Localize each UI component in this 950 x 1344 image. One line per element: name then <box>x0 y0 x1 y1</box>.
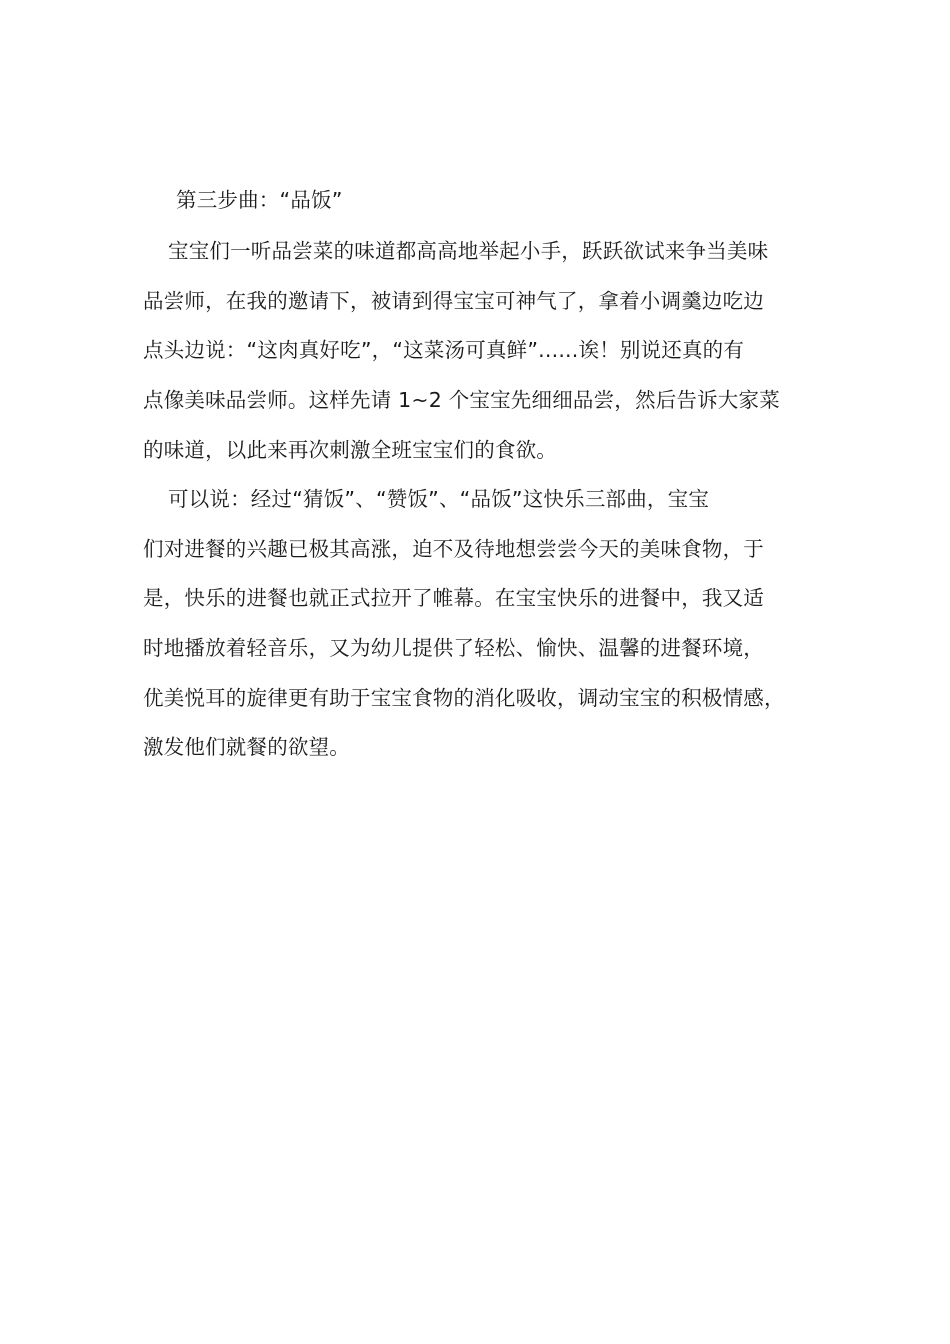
paragraph-2-line-3: 是，快乐的进餐也就正式拉开了帷幕。在宝宝快乐的进餐中，我又适 <box>143 586 764 610</box>
paragraph-1-line-5: 的味道，以此来再次刺激全班宝宝们的食欲。 <box>143 438 557 462</box>
section-heading: 第三步曲：“品饭” <box>176 188 343 212</box>
paragraph-2-line-5: 优美悦耳的旋律更有助于宝宝食物的消化吸收，调动宝宝的积极情感， <box>143 686 785 710</box>
paragraph-1-line-3: 点头边说：“这肉真好吃”，“这菜汤可真鲜”......诶！别说还真的有 <box>143 338 745 362</box>
paragraph-2-line-2: 们对进餐的兴趣已极其高涨，迫不及待地想尝尝今天的美味食物，于 <box>143 537 764 561</box>
paragraph-1-line-1: 宝宝们一听品尝菜的味道都高高地举起小手，跃跃欲试来争当美味 <box>168 239 769 263</box>
paragraph-2-line-4: 时地播放着轻音乐，又为幼儿提供了轻松、愉快、温馨的进餐环境， <box>143 636 764 660</box>
paragraph-1-line-4: 点像美味品尝师。这样先请 1~2 个宝宝先细细品尝，然后告诉大家菜 <box>143 388 780 412</box>
paragraph-2-line-6: 激发他们就餐的欲望。 <box>143 735 350 759</box>
paragraph-1-line-2: 品尝师，在我的邀请下，被请到得宝宝可神气了，拿着小调羹边吃边 <box>143 289 764 313</box>
paragraph-2-line-1: 可以说：经过“猜饭”、“赞饭”、“品饭”这快乐三部曲，宝宝 <box>168 487 710 511</box>
